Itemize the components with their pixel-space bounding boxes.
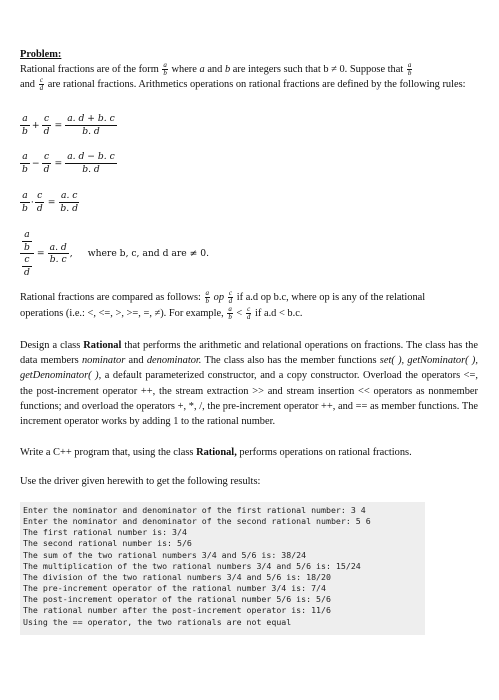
rule-division: $\frac{\frac{a}{b}}{\frac{c}{d}}$ = $\frac{a. d}{b. c}$ , where b, c, and d are ≠ 0. <box>20 230 209 278</box>
intro-paragraph: Rational fractions are of the form $\frac{a}{b}$ where a and b are integers such that b ≠ 0. Suppose that $\frac{a}{b}$ and $\frac{c}{d}$ are rational fractions. Arithmetics operations on rational fractions are defined by the following rules: <box>20 61 466 93</box>
output-line: The second rational number is: 5/6 <box>23 538 192 549</box>
output-line: The first rational number is: 3/4 <box>23 527 187 538</box>
output-line: Enter the nominator and denominator of the second rational number: 5 6 <box>23 516 371 527</box>
program-output-block <box>20 502 425 635</box>
write-paragraph: Write a C++ program that, using the class Rational, performs operations on rational fractions. <box>20 447 412 458</box>
output-line: Using the == operator, the two rationals are not equal <box>23 616 292 627</box>
output-line: The sum of the two rational numbers 3/4 and 5/6 is: 38/24 <box>23 549 307 560</box>
output-line: The multiplication of the two rational numbers 3/4 and 5/6 is: 15/24 <box>23 560 361 571</box>
output-line: Enter the nominator and denominator of the first rational number: 3 4 <box>23 505 366 515</box>
rule-subtraction: $\frac{a}{b}$ − $\frac{c}{d}$ = $\frac{a. d - b. c}{b. d}$ <box>22 151 115 175</box>
fraction-c-over-d: $\frac{c}{d}$ <box>39 76 44 93</box>
output-line: The rational number after the post-increment operator is: 11/6 <box>23 605 331 616</box>
rule-multiplication: $\frac{a}{b}$ · $\frac{c}{d}$ = $\frac{a. c}{b. d}$ <box>22 190 79 214</box>
where-condition: where b, c, and d are ≠ 0. <box>87 248 210 260</box>
fraction-a-over-b: $\frac{a}{b}$ <box>407 61 412 78</box>
problem-title: Problem: <box>20 49 62 60</box>
output-line: The post-increment operator of the rational number 5/6 is: 5/6 <box>23 594 331 605</box>
driver-instruction: Use the driver given herewith to get the following results: <box>20 476 261 487</box>
output-line: The pre-increment operator of the rational number 3/4 is: 7/4 <box>23 583 326 594</box>
rule-addition: $\frac{a}{b}$ + $\frac{c}{d}$ = $\frac{a. d + b. c}{b. d}$ <box>22 113 115 137</box>
compare-paragraph: Rational fractions are compared as follows: $\frac{a}{b}$ op $\frac{c}{d}$ if a.d op b.c, where op is any of the relational operations (i.e.: <, <=, >, >=, =, ≠). For example, $\frac{a}{b}$ < $\frac{c}{d}$ if a.d < b.c. <box>20 289 426 322</box>
output-line: The division of the two rational numbers 3/4 and 5/6 is: 18/20 <box>23 571 331 582</box>
design-paragraph: Design a class Rational that performs the arithmetic and relational operations on fractions. The class has the data members nominator and denominator. The class also has the member functions set( ), getNominator( ), getDenominator( ), a default parameterized constructor, and a copy constructor. Overload the operators <=, the post-increment operator ++, the stream extraction >> and stream insertion << operators as nonmember functions; and overload the operators +, *, /, the pre-increment operator ++, and == as member functions. The increment operator works by adding 1 to the rational number. <box>20 340 478 428</box>
fraction-a-over-b: $\frac{a}{b}$ <box>163 61 167 78</box>
